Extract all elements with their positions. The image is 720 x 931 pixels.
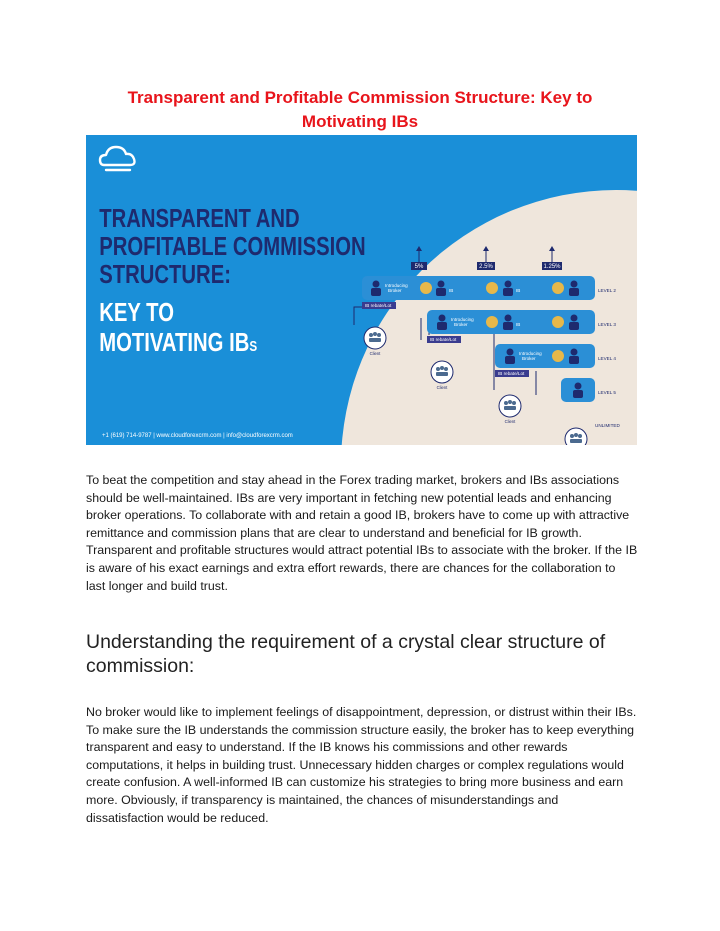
ib-label-l2-1: Introducing: [385, 283, 408, 288]
ib-label-l4-2: Broker: [522, 356, 536, 361]
ib-short-2: IB: [516, 288, 521, 293]
level-label-unlimited: UNLIMITED: [595, 423, 620, 428]
percent-tag-1: 5%: [414, 264, 424, 270]
rebate-tag-3: IB rebate/Lot: [498, 371, 525, 376]
rebate-tag-1: IB rebate/Lot: [365, 303, 392, 308]
section-heading: Understanding the requirement of a crystal clear structure of commission:: [86, 631, 606, 677]
ib-label-l3-2: Broker: [454, 322, 468, 327]
rebate-tag-2: IB rebate/Lot: [430, 337, 457, 342]
level-label-5: LEVEL 5: [598, 390, 616, 395]
ib-label-l4-1: Introducing: [519, 351, 542, 356]
ib-short-1: IB: [449, 288, 454, 293]
ib-label-l2-2: Broker: [388, 288, 402, 293]
client-label-2: Client: [436, 385, 448, 390]
level-label-3: LEVEL 3: [598, 322, 616, 327]
level-label-4: LEVEL 4: [598, 356, 616, 361]
banner-contact: +1 (619) 714-9787 | www.cloudforexcrm.com | info@cloudforexcrm.com: [102, 433, 293, 439]
level-label-2: LEVEL 2: [598, 288, 616, 293]
banner-headline-2: PROFITABLE COMMISSION: [99, 231, 366, 261]
banner-subhead-2: MOTIVATING IBS: [99, 327, 258, 357]
percent-tag-2: 2.5%: [479, 264, 493, 270]
infographic-banner: [86, 135, 637, 445]
percent-tag-3: 1.25%: [543, 264, 561, 270]
banner-headline-3: STRUCTURE:: [99, 259, 231, 289]
ib-short-3: IB: [516, 322, 521, 327]
ib-label-l3-1: Introducing: [451, 317, 474, 322]
banner-subhead-1: KEY TO: [99, 297, 174, 327]
intro-paragraph: To beat the competition and stay ahead in the Forex trading market, brokers and IBs associations should be well-maintained. IBs are very important in fetching new potential leads and enhancing broker operations. To collaborate with and retain a good IB, brokers have to come up with attractive remittance and commission plans that are clear to understand and beneficial for IB growth. Transparent and profitable structures would attract potential IBs to associate with the broker. If the IB is aware of his exact earnings and extra effort rewards, there are chances for the collaboration to last longer and build trust.: [86, 473, 638, 593]
banner-headline-1: TRANSPARENT AND: [99, 203, 300, 233]
document-title: Transparent and Profitable Commission Structure: Key to Motivating IBs: [127, 88, 593, 131]
client-label-1: Client: [369, 351, 381, 356]
client-label-3: Client: [504, 419, 516, 424]
section-paragraph: No broker would like to implement feelings of disappointment, depression, or distrust within their IBs. To make sure the IB understands the commission structure easily, the broker has to keep everything transparent and easy to understand. If the IB knows his commissions and other rewards computations, it helps in building trust. Unnecessary hidden charges or complex regulations would create confusion. A well-informed IB can customize his strategies to bring more business and earn more. Obviously, if transparency is maintained, the chances of misunderstandings and dissatisfaction would be reduced.: [86, 705, 637, 825]
